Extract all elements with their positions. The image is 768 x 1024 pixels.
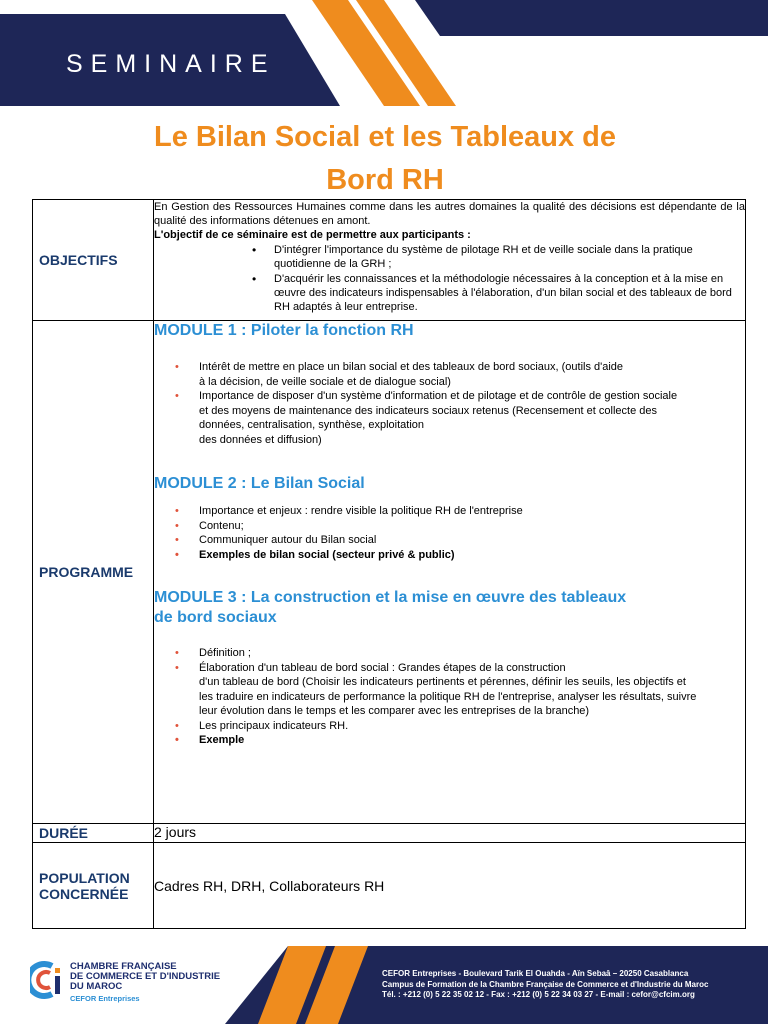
module1-list: [154, 360, 745, 447]
module3-title-line1: MODULE 3 : La construction et la mise en œuvre des tableaux: [154, 589, 627, 606]
list-item: • Exemple: [199, 733, 741, 748]
programme-content: [154, 321, 746, 824]
programme-label: PROGRAMME: [33, 321, 154, 824]
duree-label: DURÉE: [33, 824, 154, 843]
module2-list: [154, 504, 745, 562]
population-label-line1: POPULATION: [39, 869, 130, 886]
list-item: • D'acquérir les connaissances et la méthodologie nécessaires à la conception et à la mise en œuvre des indicateurs indispensables à l'élaboration, d'un bilan social et des tableaux de bord RH adaptés à leur entreprise.: [274, 272, 739, 314]
duree-value: 2 jours: [154, 824, 746, 843]
list-item: • D'intégrer l'importance du système de pilotage RH et de veille sociale dans la pratique quotidienne de la GRH ;: [274, 243, 739, 271]
banner-title: SEMINAIRE: [66, 50, 276, 78]
duree-row: [33, 824, 746, 843]
population-label: [33, 843, 154, 929]
page-title-line2: Bord RH: [326, 164, 444, 196]
list-item: • Importance et enjeux : rendre visible la politique RH de l'entreprise: [199, 504, 741, 519]
programme-row: [33, 321, 746, 824]
module2-title: MODULE 2 : Le Bilan Social: [154, 475, 365, 492]
list-item: • Contenu;: [199, 519, 741, 534]
footer-address-line2: Campus de Formation de la Chambre Française de Commerce et d'Industrie du Maroc: [382, 979, 709, 989]
list-item: • Importance de disposer d'un système d'information et de pilotage et de contrôle de gestion sociale et des moyens de maintenance des indicateurs sociaux retenus (Recensement et collecte des données, centralisation, synthèse, exploitation des données et diffusion): [199, 389, 741, 447]
population-value: Cadres RH, DRH, Collaborateurs RH: [154, 843, 746, 929]
module1-title: MODULE 1 : Piloter la fonction RH: [154, 322, 414, 339]
list-item: • Les principaux indicateurs RH.: [199, 719, 741, 734]
objectifs-content: [154, 200, 746, 321]
population-label-line2: CONCERNÉE: [39, 885, 129, 902]
objectifs-list: [154, 243, 745, 314]
page-title: [150, 116, 620, 202]
footer: [0, 946, 768, 1024]
page-title-line1: Le Bilan Social et les Tableaux de: [153, 121, 617, 153]
list-item: • Élaboration d'un tableau de bord social : Grandes étapes de la construction d'un tableau de bord (Choisir les indicateurs pertinents et pérennes, définir les seuils, les objectifs et les traduire en indicateurs de performance la politique RH de l'entreprise, analyser les résultats, suivre leur évolution dans le temps et les comparer avec les entreprises de la branche): [199, 661, 741, 719]
module3-title-line2: de bord sociaux: [154, 609, 277, 626]
list-item: • Exemples de bilan social (secteur privé & public): [199, 548, 741, 563]
footer-address-line1: CEFOR Entreprises - Boulevard Tarik El Ouahda - Aïn Sebaâ – 20250 Casablanca: [382, 969, 689, 978]
list-item: • Communiquer autour du Bilan social: [199, 533, 741, 548]
list-item: • Intérêt de mettre en place un bilan social et des tableaux de bord sociaux, (outils d'aide à la décision, de veille sociale et de dialogue social): [199, 360, 741, 389]
objectifs-intro: En Gestion des Ressources Humaines comme dans les autres domaines la qualité des décisions est dépendante de la qualité des informations détenues en amont.: [154, 201, 745, 227]
module3-list: [154, 646, 745, 748]
population-row: [33, 843, 746, 929]
module3-title: [154, 588, 745, 628]
logo-sub: CEFOR Entreprises: [70, 994, 140, 1003]
logo-line3: DU MAROC: [70, 981, 123, 992]
footer-address-line3: Tél. : +212 (0) 5 22 35 02 12 - Fax : +212 (0) 5 22 34 03 27 - E-mail : cefor@cfcim.org: [382, 990, 695, 999]
list-item: • Définition ;: [199, 646, 741, 661]
logo-line1: CHAMBRE FRANÇAISE: [70, 961, 177, 972]
objectifs-label: OBJECTIFS: [33, 200, 154, 321]
objectifs-lead: L'objectif de ce séminaire est de permettre aux participants :: [154, 229, 471, 241]
logo-line2: DE COMMERCE ET D'INDUSTRIE: [70, 971, 221, 982]
seminar-info-table: [32, 199, 746, 929]
footer-address: [382, 969, 708, 1001]
objectifs-row: [33, 200, 746, 321]
